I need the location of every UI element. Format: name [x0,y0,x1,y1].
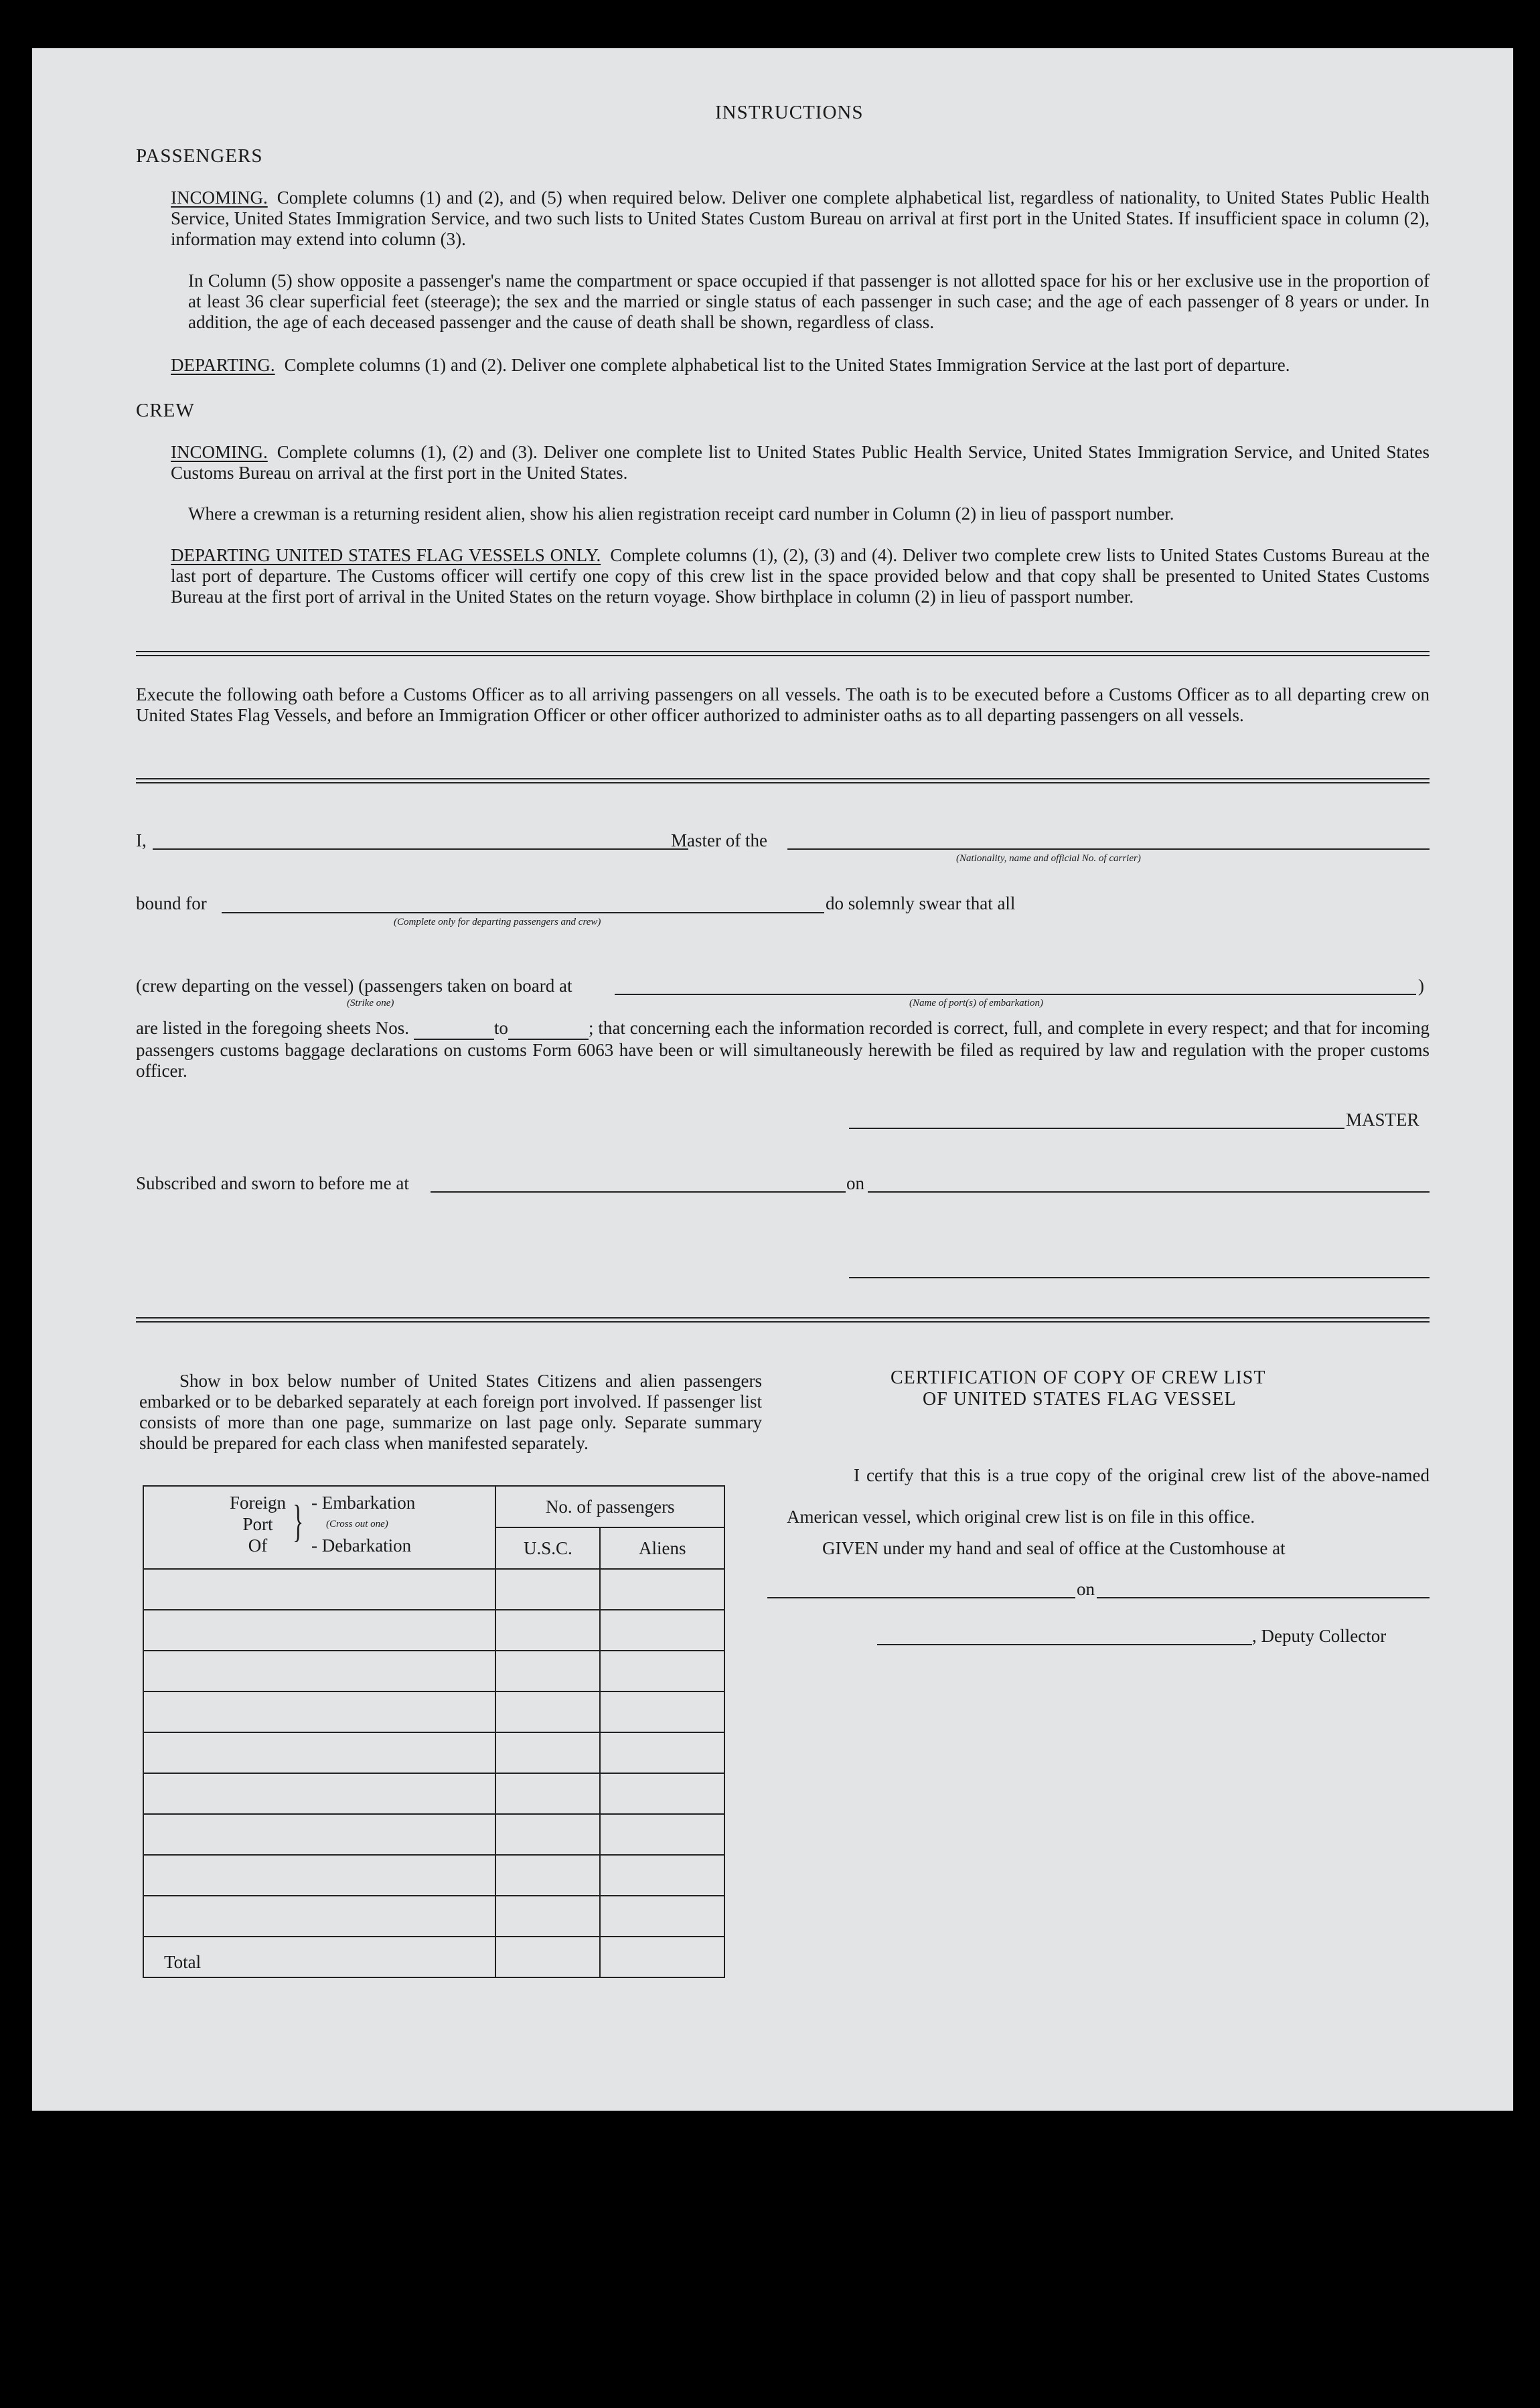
bound-for-label: bound for [136,893,207,913]
cert-on-label: on [1077,1579,1095,1599]
foreign-port-header [143,1486,495,1569]
aliens-cell[interactable] [600,1610,724,1651]
embarkation-label: - Embarkation [311,1493,416,1513]
aliens-cell[interactable] [600,1773,724,1814]
divider [136,778,1430,783]
passenger-summary-table [143,1485,725,1978]
sworn-on-label: on [846,1173,864,1193]
passengers-incoming-text: Complete columns (1) and (2), and (5) when required below. Deliver one complete alphabetical list, regardless of nationality, to United States Public Health Service, United States Immigration Service, and two such lists to United States Custom Bureau on arrival at first port in the United States. If insufficient space in column (2), information may extend into column (3). [171,187,1430,249]
aliens-total-cell[interactable] [600,1937,724,1977]
crew-heading: CREW [136,400,195,421]
port-cell[interactable] [143,1569,495,1610]
divider [136,651,1430,656]
port-cell[interactable] [143,1814,495,1855]
box-instructions: Show in box below number of United States Citizens and alien passengers embarked or to be debarked separately at each foreign port involved. If passenger list consists of more than one page, summarize on last page only. Separate summary should be prepared for each class when manifested separately. [139,1371,762,1453]
foreign-label: Foreign [230,1493,286,1513]
usc-cell[interactable] [495,1610,600,1651]
sheets-prefix: are listed in the foregoing sheets Nos. [136,1018,410,1038]
usc-cell[interactable] [495,1855,600,1896]
oath-intro-paragraph: Execute the following oath before a Customs Officer as to all arriving passengers on all vessels. The oath is to be executed before a Customs Officer as to all departing crew on United States Flag Vessels, and before an Immigration Officer or other officer authorized to administer oaths as to all departing passengers on all vessels. [136,684,1430,725]
no-passengers-header: No. of passengers [495,1486,724,1527]
aliens-cell[interactable] [600,1855,724,1896]
cross-out-caption: (Cross out one) [326,1519,388,1529]
usc-header: U.S.C. [495,1527,600,1569]
divider [136,1317,1430,1323]
port-cell[interactable] [143,1896,495,1937]
embarkation-port-field[interactable] [615,994,1416,995]
close-paren: ) [1418,976,1424,996]
port-cell[interactable] [143,1732,495,1773]
crew-incoming-label: INCOMING. [171,442,268,462]
crew-alien-paragraph: Where a crewman is a returning resident alien, show his alien registration receipt card number in Column (2) in lieu of passport number. [188,504,1174,524]
debarkation-label: - Debarkation [311,1535,412,1556]
master-signature-field[interactable] [849,1128,1344,1129]
certify-text: I certify that this is a true copy of the original crew list of the above-named American vessel, which original crew list is on file in this office. [787,1465,1430,1527]
subscribed-label: Subscribed and sworn to before me at [136,1173,409,1193]
port-cell[interactable] [143,1855,495,1896]
cert-date-field[interactable] [1097,1597,1430,1598]
form-sheet [32,48,1513,2111]
departing-caption: (Complete only for departing passengers and crew) [394,917,601,927]
passengers-departing-paragraph [171,355,1430,376]
master-of-label: Master of the [671,830,767,850]
aliens-cell[interactable] [600,1569,724,1610]
master-name-field[interactable] [153,848,688,850]
crew-departing-paragraph [171,545,1430,607]
passengers-incoming-label: INCOMING. [171,187,268,208]
sheets-rest: ; that concerning each the information recorded is correct, full, and complete in every respect; and that for incoming passengers customs baggage declarations on customs Form 6063 have been or will simultaneously herewith be filed as required by law and regulation with the proper customs officer. [136,1018,1430,1081]
crew-departing-label: DEPARTING UNITED STATES FLAG VESSELS ONLY. [171,545,601,565]
of-label: Of [248,1535,268,1556]
to-label: to [493,1018,508,1038]
destination-field[interactable] [222,912,824,913]
port-cell[interactable] [143,1773,495,1814]
passengers-incoming-paragraph [171,187,1430,250]
sworn-place-field[interactable] [431,1191,846,1193]
port-cell[interactable] [143,1691,495,1732]
brace-glyph: } [293,1495,304,1546]
certification-title-1: CERTIFICATION OF COPY OF CREW LIST [891,1367,1266,1388]
passengers-departing-label: DEPARTING. [171,355,275,375]
aliens-cell[interactable] [600,1896,724,1937]
usc-cell[interactable] [495,1651,600,1691]
port-cell[interactable] [143,1610,495,1651]
column5-paragraph: In Column (5) show opposite a passenger's name the compartment or space occupied if that passenger is not allotted space for his or her exclusive use in the proportion of at least 36 clear superficial feet (steerage); the sex and the married or single status of each passenger in such case; and the age of each passenger of 8 years or under. In addition, the age of each deceased passenger and the cause of death shall be shown, regardless of class. [188,271,1430,332]
sworn-date-field[interactable] [868,1191,1430,1193]
passengers-heading: PASSENGERS [136,145,263,167]
port-cell[interactable] [143,1651,495,1691]
page-title: INSTRUCTIONS [715,102,864,123]
crew-passengers-label: (crew departing on the vessel) (passengers taken on board at [136,976,572,996]
aliens-cell[interactable] [600,1651,724,1691]
usc-cell[interactable] [495,1773,600,1814]
crew-departing-text: Complete columns (1), (2), (3) and (4). Deliver two complete crew lists to United States Customs Bureau at the last port of departure. The Customs officer will certify one copy of this crew list in the space provided below and that copy shall be presented to United States Customs Bureau at the first port of arrival in the United States on the return voyage. Show birthplace in column (2) in lieu of passport number. [171,545,1430,607]
aliens-cell[interactable] [600,1691,724,1732]
aliens-cell[interactable] [600,1814,724,1855]
sheets-paragraph [136,1018,1430,1081]
deputy-collector-label: , Deputy Collector [1252,1626,1387,1646]
customhouse-field[interactable] [767,1597,1075,1598]
crew-incoming-text: Complete columns (1), (2) and (3). Deliver one complete list to United States Public Health Service, United States Immigration Service, and United States Customs Bureau on arrival at the first port in the United States. [171,442,1430,483]
carrier-field[interactable] [787,848,1430,850]
port-label: Port [242,1514,273,1534]
aliens-header: Aliens [600,1527,724,1569]
master-label: MASTER [1346,1110,1419,1130]
sheet-to-field[interactable] [508,1018,589,1040]
sheet-from-field[interactable] [414,1018,494,1040]
passengers-departing-text: Complete columns (1) and (2). Deliver one complete alphabetical list to the United States Immigration Service at the last port of departure. [284,355,1290,375]
carrier-caption: (Nationality, name and official No. of carrier) [956,853,1141,864]
deputy-collector-signature-field[interactable] [877,1644,1252,1645]
officer-signature-field[interactable] [849,1277,1430,1278]
usc-cell[interactable] [495,1691,600,1732]
swear-label: do solemnly swear that all [826,893,1016,913]
usc-total-cell[interactable] [495,1937,600,1977]
certification-title-2: OF UNITED STATES FLAG VESSEL [923,1389,1237,1410]
usc-cell[interactable] [495,1814,600,1855]
aliens-cell[interactable] [600,1732,724,1773]
ports-caption: (Name of port(s) of embarkation) [909,998,1043,1008]
given-text: GIVEN under my hand and seal of office at the Customhouse at [822,1538,1286,1558]
oath-i-label: I, [136,830,147,850]
usc-cell[interactable] [495,1569,600,1610]
usc-cell[interactable] [495,1732,600,1773]
usc-cell[interactable] [495,1896,600,1937]
crew-incoming-paragraph [171,442,1430,483]
strike-caption: (Strike one) [347,998,394,1008]
total-label: Total [143,1937,495,1977]
